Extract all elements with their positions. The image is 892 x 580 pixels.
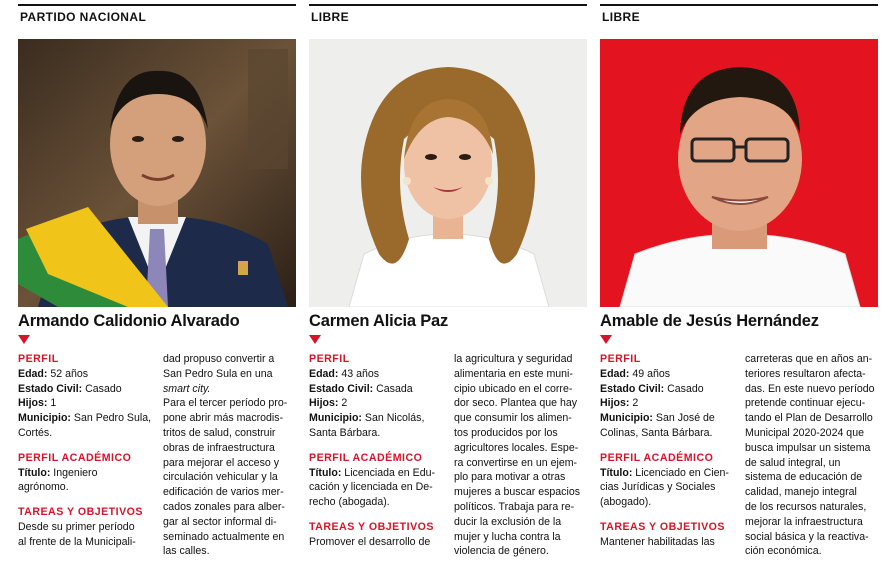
field-municipio-cont: Santa Bárbara. (309, 426, 381, 439)
tasks-line: cados zonales para alber- (163, 500, 285, 513)
tasks-heading: TAREAS Y OBJETIVOS (600, 520, 725, 533)
candidate-photo (18, 39, 296, 307)
academic-heading: PERFIL ACADÉMICO (18, 451, 132, 464)
field-municipio: Municipio: San Nicolás, (309, 412, 425, 425)
tasks-line: pone abrir más macrodis- (163, 412, 284, 425)
tasks-line: busca impulsar un sistema (745, 441, 871, 454)
tasks-line: gar al sector informal di- (163, 515, 277, 528)
tasks-line: mujer y lucha contra la (454, 530, 561, 543)
tasks-line: obras de infraestructura (163, 441, 275, 454)
field-estado-civil: Estado Civil: Casado (18, 382, 122, 395)
candidate-name: Amable de Jesús Hernández (600, 312, 819, 330)
candidate-name: Carmen Alicia Paz (309, 312, 449, 330)
tasks-line: carreteras que en años an- (745, 353, 873, 365)
candidate-column-2 (309, 0, 587, 580)
field-estado-civil: Estado Civil: Casado (600, 382, 704, 395)
field-estado-civil: Estado Civil: Casada (309, 382, 413, 395)
tasks-line: social básica y la reactiva- (745, 530, 869, 543)
tasks-line: Municipal 2020-2024 que (745, 426, 864, 439)
titulo-line-2: cación y licenciada en De- (309, 481, 433, 494)
tasks-line: das. En este nuevo período (745, 382, 875, 395)
party-label: LIBRE (311, 10, 349, 24)
profile-left-column (600, 352, 736, 550)
tasks-line: alimentaria en este muni- (454, 367, 573, 380)
tasks-line: calidad, manejo integral (745, 486, 857, 499)
tasks-line: edificación de varios mer- (163, 486, 284, 499)
tasks-line: al frente de la Municipali- (18, 535, 136, 548)
party-label: PARTIDO NACIONAL (20, 10, 147, 24)
tasks-line: dad propuso convertir a (163, 353, 275, 365)
tasks-line: que consumir los alimen- (454, 412, 572, 425)
field-municipio-cont: Colinas, Santa Bárbara. (600, 426, 713, 439)
tasks-line: San Pedro Sula en una (163, 367, 273, 380)
tasks-line: violencia de género. (454, 545, 549, 558)
candidate-column-3 (600, 0, 878, 580)
titulo-line-2: cias Jurídicas y Sociales (600, 481, 716, 494)
party-rule (18, 4, 296, 6)
field-municipio: Municipio: San Pedro Sula, (18, 412, 152, 425)
candidate-photo (600, 39, 878, 307)
field-municipio-cont: Cortés. (18, 426, 53, 439)
titulo-line-2: agrónomo. (18, 481, 69, 494)
titulo-line-1: Título: Licenciada en Edu- (309, 466, 436, 479)
tasks-line: políticos. Trabaja para re- (454, 500, 575, 513)
tasks-heading: TAREAS Y OBJETIVOS (309, 520, 434, 533)
tasks-line: tando el Plan de Desarrollo (745, 412, 873, 425)
tasks-line: Mantener habilitadas las (600, 535, 715, 548)
tasks-line: Desde su primer período (18, 520, 135, 533)
tasks-line: Promover el desarrollo de (309, 535, 431, 548)
party-rule (600, 4, 878, 6)
tasks-line: Para el tercer período pro- (163, 397, 288, 410)
titulo-line-3: recho (abogada). (309, 496, 390, 509)
tasks-line: de los recursos naturales, (745, 500, 867, 513)
tasks-line: la agricultura y seguridad (454, 353, 573, 365)
party-label: LIBRE (602, 10, 640, 24)
perfil-heading: PERFIL (600, 353, 641, 365)
profile-left-column (309, 352, 445, 550)
field-hijos: Hijos: 2 (600, 397, 639, 410)
tasks-line: circulación vehicular y la (163, 471, 278, 484)
tasks-line: teriores resultaron afecta- (745, 367, 866, 380)
academic-heading: PERFIL ACADÉMICO (600, 451, 714, 464)
tasks-line: ra convertirse en un ejem- (454, 456, 578, 469)
field-hijos: Hijos: 1 (18, 397, 57, 410)
titulo-line-1: Título: Ingeniero (18, 466, 98, 479)
profile-right-column (163, 352, 299, 559)
perfil-heading: PERFIL (18, 353, 59, 365)
tasks-line: agricultores locales. Espe- (454, 441, 579, 454)
tasks-line: ducir la exclusión de la (454, 515, 562, 528)
field-edad: Edad: 52 años (18, 367, 89, 380)
candidate-column-1 (18, 0, 296, 580)
tasks-heading: TAREAS Y OBJETIVOS (18, 506, 143, 519)
academic-heading: PERFIL ACADÉMICO (309, 451, 423, 464)
tasks-line: plo para motivar a otras (454, 471, 566, 484)
party-rule (309, 4, 587, 6)
field-municipio: Municipio: San José de (600, 412, 715, 425)
tasks-line: tos producidos por los (454, 426, 558, 439)
titulo-line-1: Título: Licenciado en Cien- (600, 466, 729, 479)
candidate-name: Armando Calidonio Alvarado (18, 312, 240, 330)
red-triangle-icon (600, 335, 612, 344)
field-edad: Edad: 43 años (309, 367, 380, 380)
tasks-line: sistema de educación de (745, 471, 863, 484)
tasks-line: mejorar la infraestructura (745, 515, 863, 528)
tasks-line: para mejorar el acceso y (163, 456, 279, 469)
titulo-line-3: (abogado). (600, 496, 652, 509)
candidate-photo (309, 39, 587, 307)
tasks-line: de salud integral, un (745, 456, 841, 469)
perfil-heading: PERFIL (309, 353, 350, 365)
tasks-line: ción económica. (745, 545, 822, 558)
tasks-line: pretende continuar ejecu- (745, 397, 866, 410)
red-triangle-icon (309, 335, 321, 344)
tasks-line: dor seco. Plantea que hay (454, 397, 578, 410)
tasks-line: las calles. (163, 545, 210, 558)
field-edad: Edad: 49 años (600, 367, 671, 380)
tasks-line: tritos de salud, construir (163, 426, 276, 439)
tasks-line: cipio ubicado en el corre- (454, 382, 573, 395)
field-hijos: Hijos: 2 (309, 397, 348, 410)
tasks-line: smart city. (163, 382, 211, 395)
tasks-line: seminado actualmente en (163, 530, 285, 543)
profile-left-column (18, 352, 154, 550)
profile-right-column (454, 352, 590, 559)
red-triangle-icon (18, 335, 30, 344)
tasks-line: mujeres a buscar espacios (454, 486, 581, 499)
profile-right-column (745, 352, 881, 559)
